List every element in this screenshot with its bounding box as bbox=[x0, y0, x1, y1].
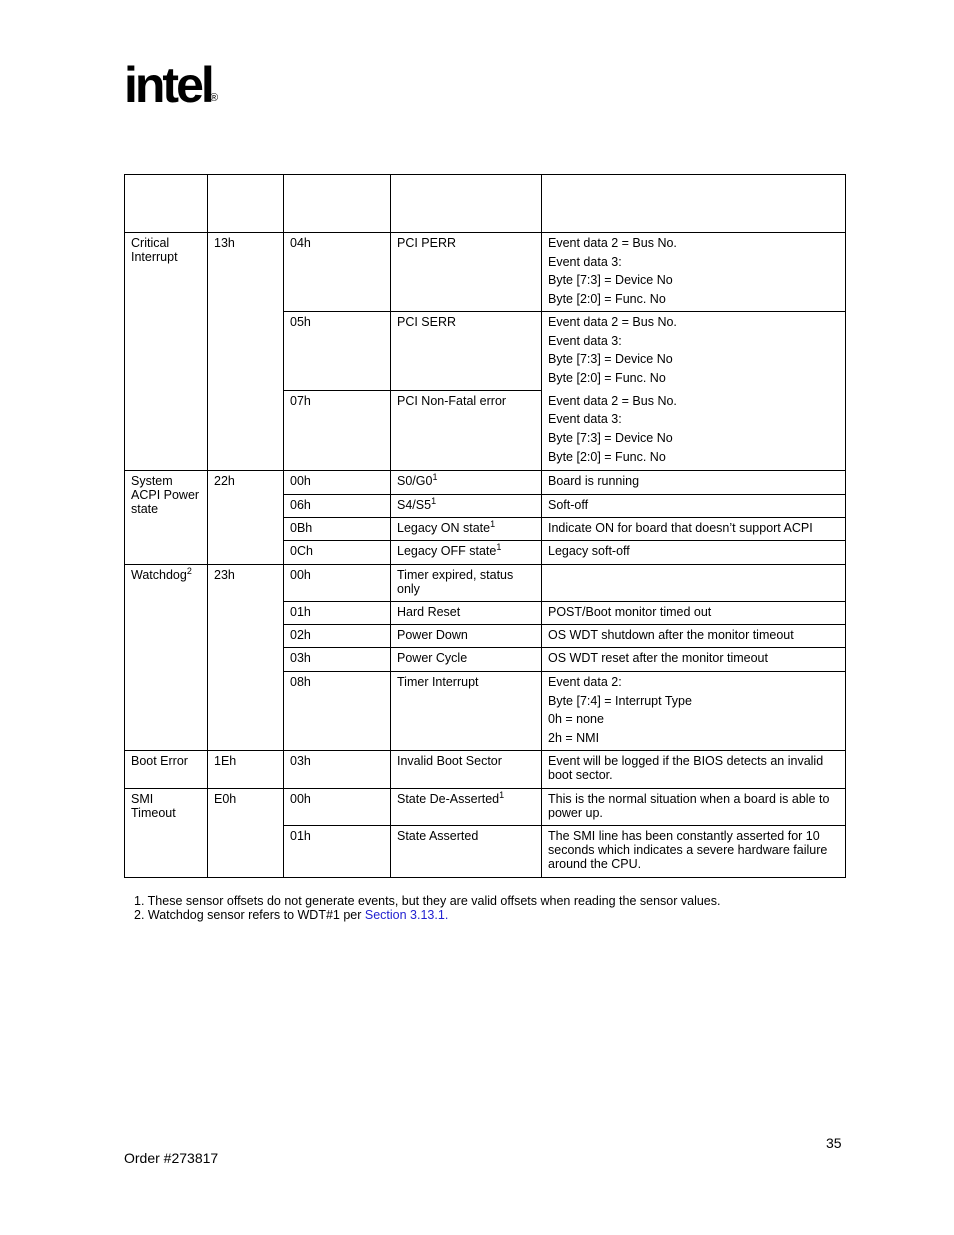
notes-line: Byte [7:3] = Device No bbox=[548, 352, 673, 367]
offset-cell: 04h bbox=[284, 233, 391, 312]
sensor-offset-table bbox=[124, 174, 846, 878]
notes-line: Byte [7:3] = Device No bbox=[548, 273, 673, 288]
notes-cell: OS WDT shutdown after the monitor timeout bbox=[542, 625, 846, 648]
offset-cell: 01h bbox=[284, 826, 391, 878]
description-text: Legacy ON state bbox=[397, 521, 491, 535]
description-text: Legacy OFF state bbox=[397, 544, 497, 558]
table-row bbox=[125, 789, 846, 826]
sensor-type-cell: 1Eh bbox=[208, 751, 284, 789]
notes-cell bbox=[542, 312, 846, 471]
footnote-ref: 2 bbox=[186, 566, 192, 576]
footnote-ref: 1 bbox=[432, 472, 438, 482]
sensor-type-cell: E0h bbox=[208, 789, 284, 878]
offset-cell: 0Ch bbox=[284, 541, 391, 565]
offset-cell: 03h bbox=[284, 648, 391, 672]
sensor-name-cell: Critical Interrupt bbox=[125, 233, 208, 471]
offset-cell: 05h bbox=[284, 312, 391, 391]
notes-line: Byte [2:0] = Func. No bbox=[548, 371, 666, 386]
description-cell: Power Down bbox=[391, 625, 542, 648]
notes-line: 2h = NMI bbox=[548, 731, 600, 746]
offset-cell: 07h bbox=[284, 391, 391, 471]
description-cell bbox=[391, 789, 542, 826]
sensor-name-cell: SMI Timeout bbox=[125, 789, 208, 878]
offset-cell: 00h bbox=[284, 789, 391, 826]
notes-line: Event data 3: bbox=[548, 333, 622, 348]
header-cell bbox=[284, 175, 391, 233]
description-cell: PCI SERR bbox=[391, 312, 542, 391]
description-text: State De-Asserted bbox=[397, 792, 500, 806]
description-cell: Timer expired, status only bbox=[391, 565, 542, 602]
offset-cell: 01h bbox=[284, 602, 391, 625]
intel-logo bbox=[124, 57, 219, 113]
description-cell: Timer Interrupt bbox=[391, 672, 542, 751]
sensor-type-cell: 22h bbox=[208, 471, 284, 565]
table-row bbox=[125, 565, 846, 602]
notes-cell bbox=[542, 565, 846, 602]
section-link[interactable]: Section 3.13.1 bbox=[364, 908, 445, 922]
offset-cell: 00h bbox=[284, 471, 391, 495]
footnote-2-text: 2. Watchdog sensor refers to WDT#1 per bbox=[134, 908, 365, 922]
notes-cell: The SMI line has been constantly asserted for 10 seconds which indicates a severe hardware failure around the CPU. bbox=[542, 826, 846, 878]
notes-cell: POST/Boot monitor timed out bbox=[542, 602, 846, 625]
description-cell: State Asserted bbox=[391, 826, 542, 878]
footnote-ref: 1 bbox=[499, 790, 505, 800]
notes-cell: Event will be logged if the BIOS detects an invalid boot sector. bbox=[542, 751, 846, 789]
description-text: S4/S5 bbox=[397, 498, 432, 512]
table-row bbox=[125, 751, 846, 789]
page-number: 35 bbox=[826, 1135, 842, 1151]
registered-mark: ® bbox=[210, 92, 219, 104]
offset-cell: 0Bh bbox=[284, 518, 391, 541]
offset-cell: 06h bbox=[284, 495, 391, 518]
sensor-name-cell bbox=[125, 565, 208, 751]
footnote-ref: 1 bbox=[496, 542, 502, 552]
notes-cell: Legacy soft-off bbox=[542, 541, 846, 565]
description-cell: PCI PERR bbox=[391, 233, 542, 312]
logo-wordmark: intel bbox=[124, 57, 212, 113]
notes-line: Event data 3: bbox=[548, 254, 622, 269]
table-row bbox=[125, 233, 846, 312]
sensor-name-cell: Boot Error bbox=[125, 751, 208, 789]
notes-cell: Board is running bbox=[542, 471, 846, 495]
offset-cell: 02h bbox=[284, 625, 391, 648]
sensor-name-cell: System ACPI Power state bbox=[125, 471, 208, 565]
notes-line: 0h = none bbox=[548, 712, 604, 727]
description-cell: Invalid Boot Sector bbox=[391, 751, 542, 789]
description-cell bbox=[391, 518, 542, 541]
notes-line: Event data 2 = Bus No. bbox=[548, 393, 677, 408]
header-cell bbox=[391, 175, 542, 233]
notes-line: Event data 2 = Bus No. bbox=[548, 236, 677, 250]
sensor-name-text: Watchdog bbox=[131, 568, 187, 582]
footnote-ref: 1 bbox=[431, 496, 437, 506]
offset-cell: 08h bbox=[284, 672, 391, 751]
footnote-ref: 1 bbox=[490, 519, 496, 529]
order-number: Order #273817 bbox=[124, 1150, 219, 1166]
notes-cell: OS WDT reset after the monitor timeout bbox=[542, 648, 846, 672]
notes-cell: This is the normal situation when a board is able to power up. bbox=[542, 789, 846, 826]
notes-line: Byte [7:3] = Device No bbox=[548, 431, 673, 446]
notes-line: Byte [7:4] = Interrupt Type bbox=[548, 693, 692, 708]
description-cell bbox=[391, 495, 542, 518]
footnote-2-period: . bbox=[444, 908, 449, 922]
header-cell bbox=[125, 175, 208, 233]
footnote-1: 1. These sensor offsets do not generate events, but they are valid offsets when reading the sensor values. bbox=[134, 894, 721, 908]
description-cell bbox=[391, 541, 542, 565]
notes-line: Event data 2 = Bus No. bbox=[548, 315, 677, 329]
notes-cell bbox=[542, 672, 846, 751]
table-row bbox=[125, 471, 846, 495]
description-cell: Power Cycle bbox=[391, 648, 542, 672]
footnotes bbox=[134, 894, 720, 922]
notes-line: Event data 2: bbox=[548, 675, 622, 689]
offset-cell: 00h bbox=[284, 565, 391, 602]
notes-line: Event data 3: bbox=[548, 412, 622, 427]
offset-cell: 03h bbox=[284, 751, 391, 789]
sensor-type-cell: 23h bbox=[208, 565, 284, 751]
description-cell bbox=[391, 471, 542, 495]
header-cell bbox=[542, 175, 846, 233]
notes-cell: Soft-off bbox=[542, 495, 846, 518]
notes-line: Byte [2:0] = Func. No bbox=[548, 449, 666, 464]
sensor-type-cell: 13h bbox=[208, 233, 284, 471]
table-header-row bbox=[125, 175, 846, 233]
notes-line: Byte [2:0] = Func. No bbox=[548, 292, 666, 307]
description-cell: PCI Non-Fatal error bbox=[391, 391, 542, 471]
footnote-2 bbox=[134, 908, 720, 922]
notes-cell: Indicate ON for board that doesn’t support ACPI bbox=[542, 518, 846, 541]
header-cell bbox=[208, 175, 284, 233]
description-text: S0/G0 bbox=[397, 474, 433, 488]
description-cell: Hard Reset bbox=[391, 602, 542, 625]
notes-cell bbox=[542, 233, 846, 312]
